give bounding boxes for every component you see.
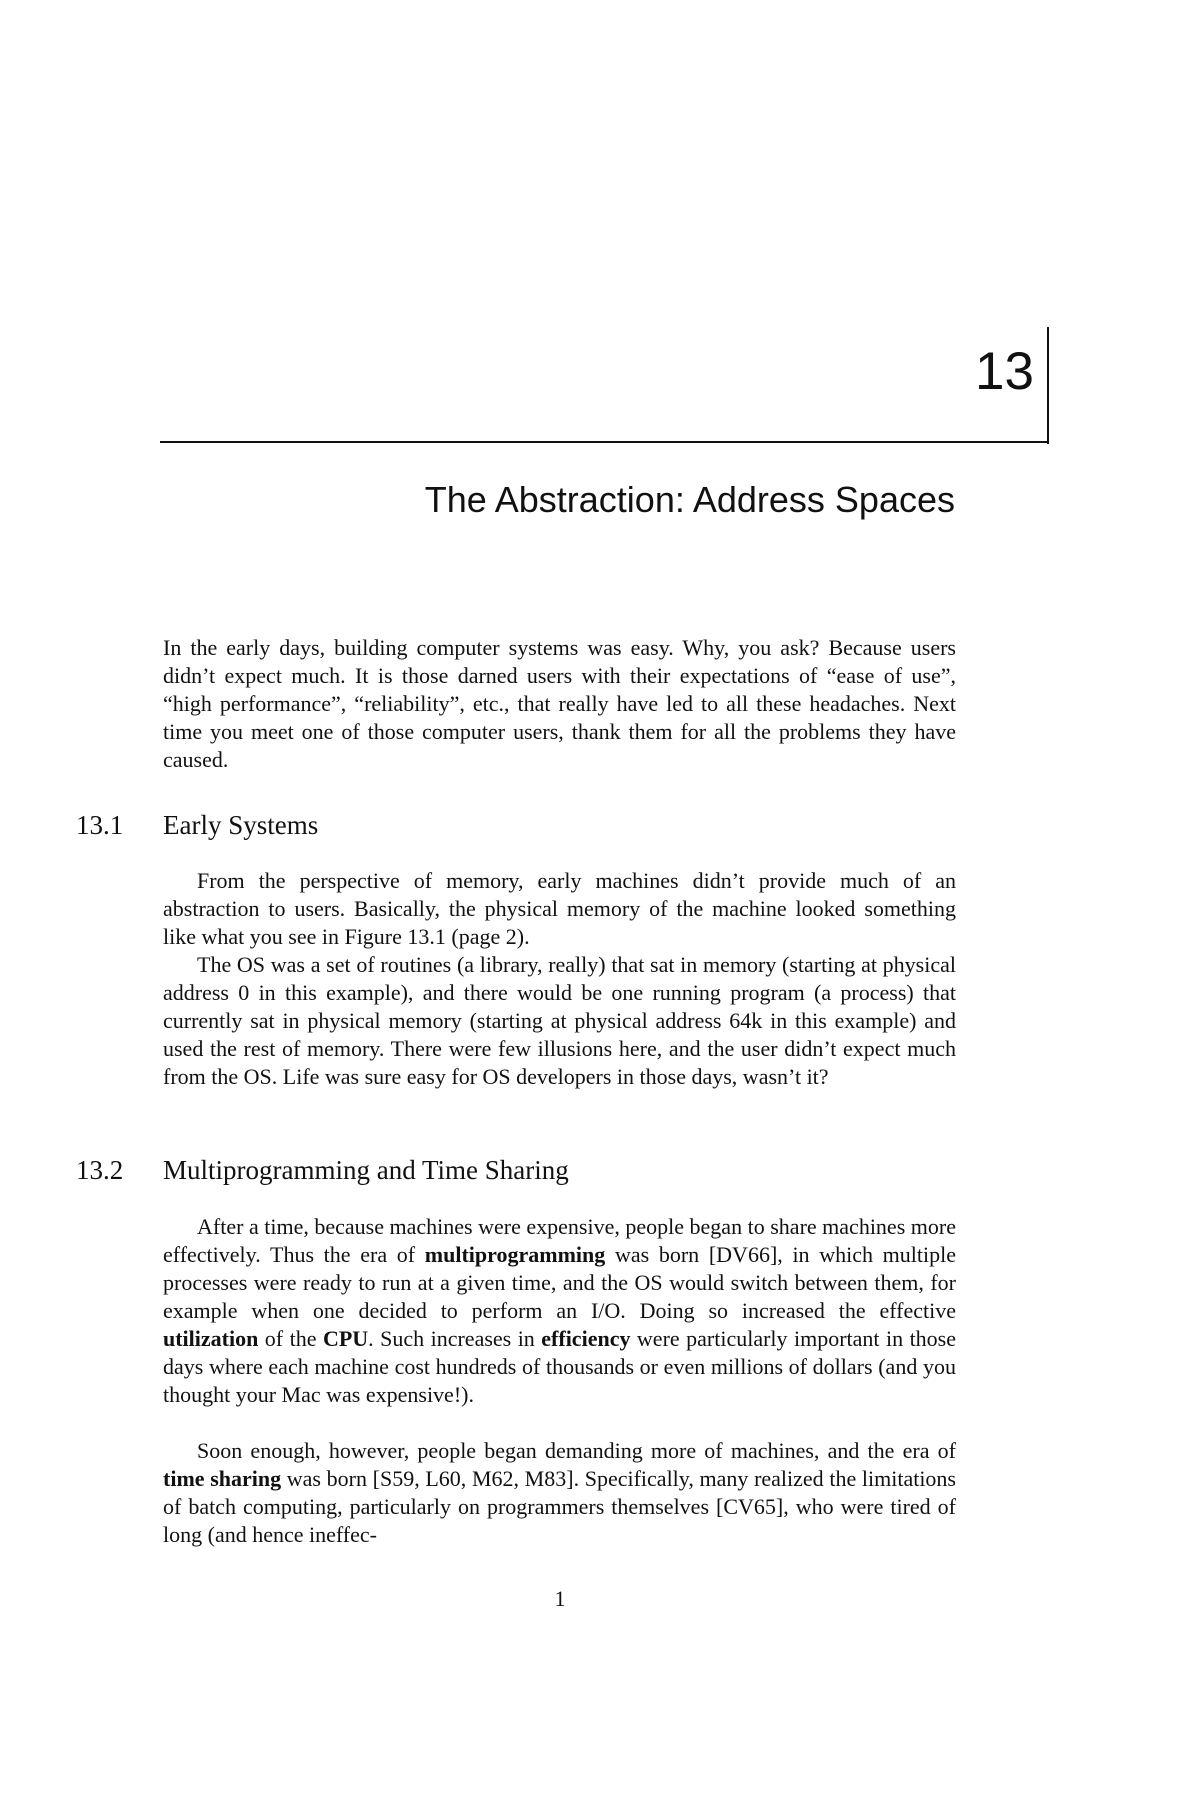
section-title: Early Systems [163, 810, 319, 840]
intro-paragraph: In the early days, building computer systems was easy. Why, you ask? Because users didn’t expect much. It is those darned users with their expectations of “ease of use”, “high performance”, “reliability”, etc., that really have led to all these headaches. Next time you meet one of those computer users, thank them for all the problems they have caused. [163, 635, 956, 772]
early-systems-paragraph-1: From the perspective of memory, early machines didn’t provide much of an abstraction to users. Basically, the physical memory of the machine looked something like what you see in Figure 13.1 (page 2). [163, 868, 956, 949]
section-title: Multiprogramming and Time Sharing [163, 1155, 569, 1185]
text-run: . Such increases in [368, 1326, 542, 1351]
text-run: After a time, because machines were expensive, people began to share machines more effectively. Thus the era of [163, 1214, 956, 1267]
early-systems-paragraph-2: The OS was a set of routines (a library, really) that sat in memory (starting at physical address 0 in this example), and there would be one running program (a process) that currently sat in physical memory (starting at physical address 64k in this example) and used the rest of memory. There were few illusions here, and the user didn’t expect much from the OS. Life was sure easy for OS developers in those days, wasn’t it? [163, 952, 956, 1089]
text-run: was born [DV66], in which multiple processes were ready to run at a given time, and the OS would switch between them, for example when one decided to perform an I/O. Doing so increased the effective [163, 1242, 957, 1323]
chapter-title: The Abstraction: Address Spaces [424, 479, 955, 520]
text-run: was born [S59, L60, M62, M83]. Specifically, many realized the limitations of batch computing, particularly on programmers themselves [CV65], who were tired of long (and hence ineffec- [163, 1466, 956, 1547]
term-utilization: utilization [163, 1326, 259, 1351]
term-cpu: CPU [322, 1326, 369, 1351]
text-run: were particularly important in those days where each machine cost hundreds of thousands or even millions of dollars (and you thought your Mac was expensive!). [163, 1326, 957, 1407]
term-time-sharing: time sharing [163, 1466, 282, 1491]
multiprogramming-paragraph-1 [163, 1213, 956, 1409]
term-multiprogramming: multiprogramming [424, 1242, 606, 1267]
section-number: 13.1 [76, 810, 124, 840]
section-heading-multiprogramming [76, 1153, 976, 1187]
chapter-horizontal-rule [160, 441, 1049, 443]
chapter-vertical-rule [1047, 327, 1049, 444]
chapter-number: 13 [975, 342, 1034, 401]
section-heading-early-systems [76, 808, 976, 842]
term-efficiency: efficiency [541, 1326, 631, 1351]
section-number: 13.2 [76, 1155, 124, 1185]
page-number: 1 [554, 1586, 566, 1611]
text-run: Soon enough, however, people began demanding more of machines, and the era of [197, 1438, 956, 1463]
text-run: of the [258, 1326, 323, 1351]
time-sharing-paragraph [163, 1437, 956, 1549]
